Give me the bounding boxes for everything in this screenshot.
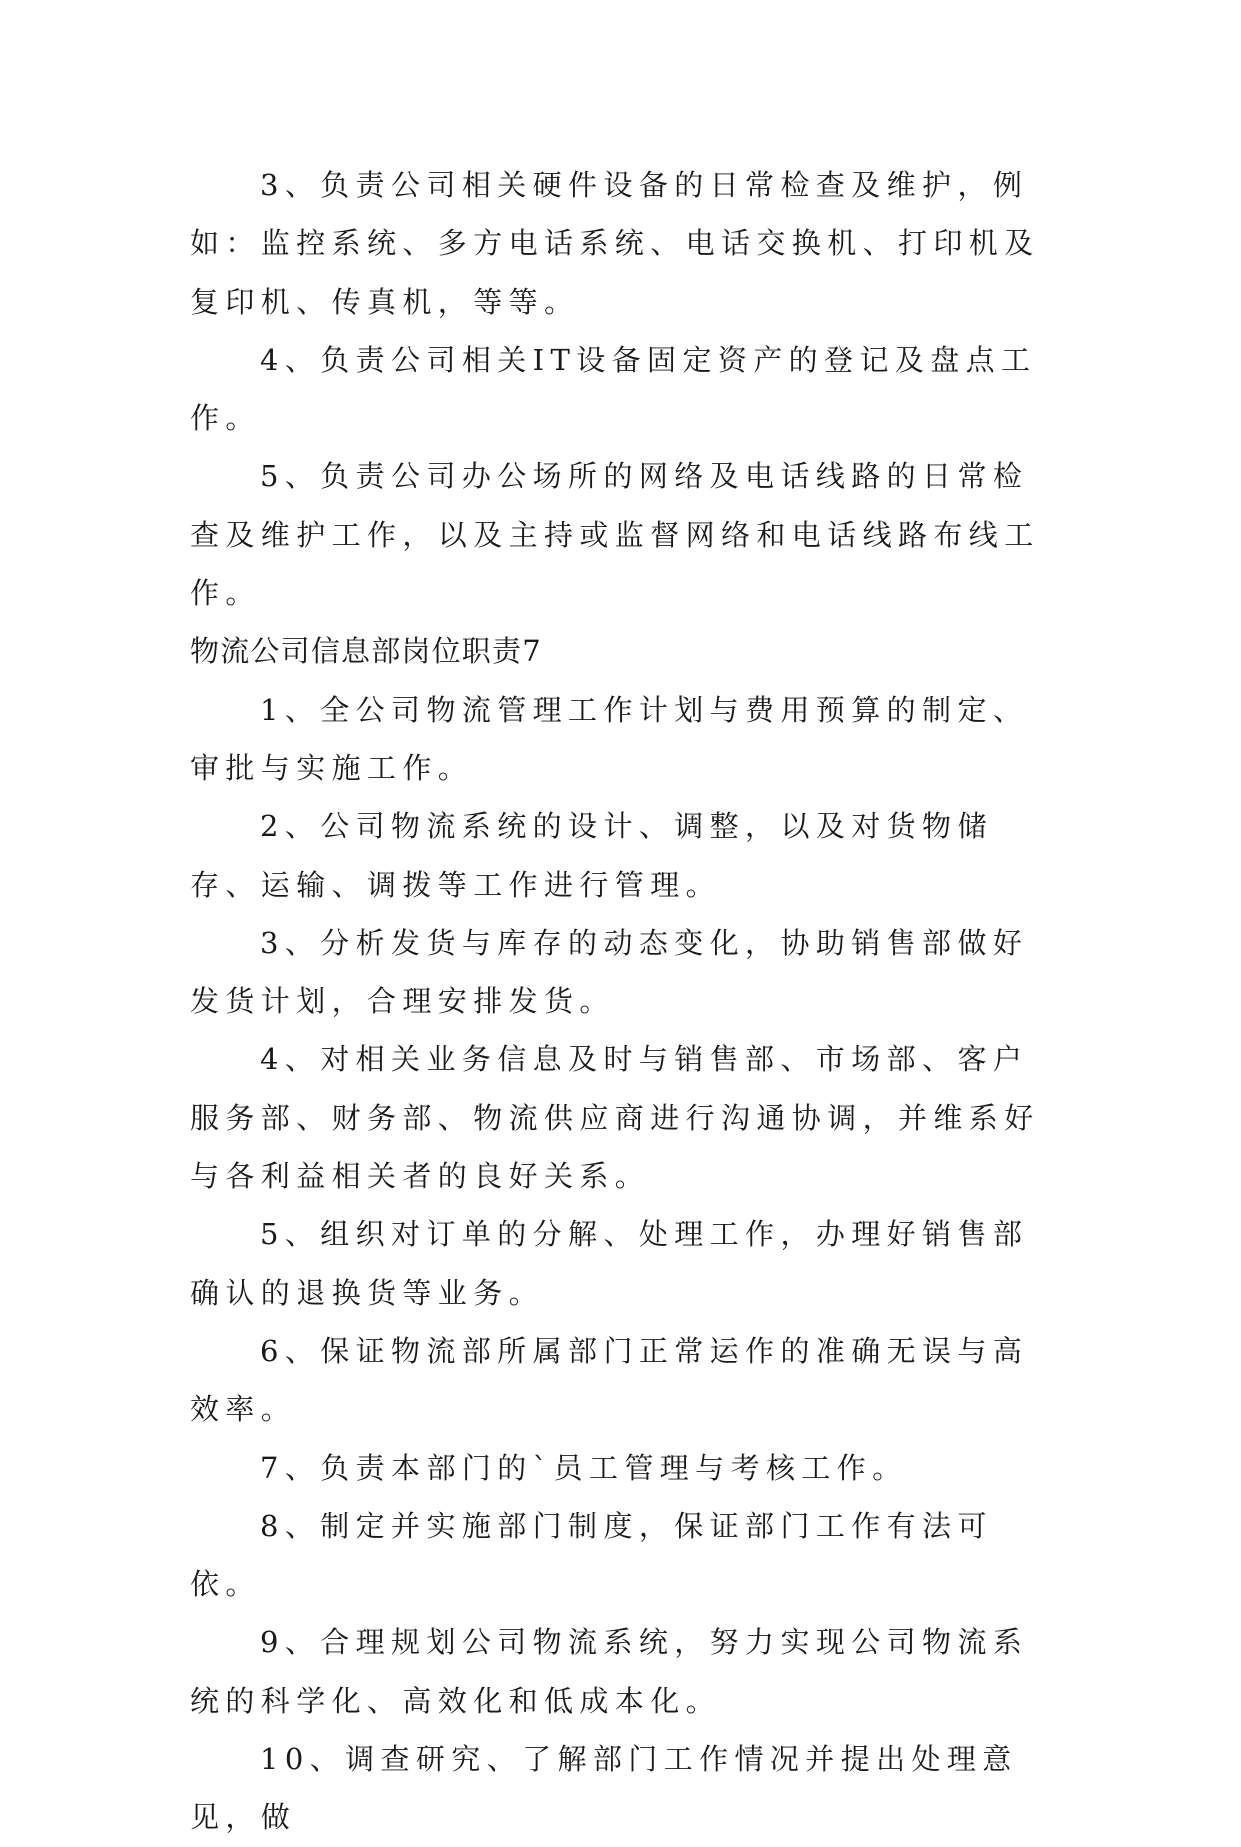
paragraph-item-4-it-assets: 4、负责公司相关IT设备固定资产的登记及盘点工作。	[190, 342, 1037, 436]
section-heading: 物流公司信息部岗位职责7	[190, 634, 542, 669]
paragraph-item-2-system-design: 2、公司物流系统的设计、调整，以及对货物储存、运输、调拨等工作进行管理。	[190, 809, 993, 902]
paragraph-item-5-orders: 5、组织对订单的分解、处理工作，办理好销售部确认的退换货等业务。	[190, 1217, 1029, 1310]
paragraph-item-10-research: 10、调查研究、了解部门工作情况并提出处理意见，做	[190, 1742, 1018, 1835]
paragraph-item-4-coordination: 4、对相关业务信息及时与销售部、市场部、客户服务部、财务部、物流供应商进行沟通协调，并维系好与各利益相关者的良好关系。	[190, 1042, 1040, 1194]
paragraph-item-5-network: 5、负责公司办公场所的网络及电话线路的日常检查及维护工作，以及主持或监督网络和电话线路布线工作。	[190, 459, 1040, 611]
document-body	[190, 156, 1060, 1847]
paragraph-item-7-staff: 7、负责本部门的`员工管理与考核工作。	[260, 1450, 908, 1485]
paragraph-item-6-operations: 6、保证物流部所属部门正常运作的准确无误与高效率。	[190, 1333, 1029, 1427]
paragraph-item-3-hardware: 3、负责公司相关硬件设备的日常检查及维护，例如：监控系统、多方电话系统、电话交换机、打印机及复印机、传真机，等等。	[190, 168, 1040, 319]
paragraph-item-3-shipping: 3、分析发货与库存的动态变化，协助销售部做好发货计划，合理安排发货。	[190, 925, 1029, 1019]
paragraph-item-9-logistics-plan: 9、合理规划公司物流系统，努力实现公司物流系统的科学化、高效化和低成本化。	[190, 1625, 1029, 1718]
paragraph-item-1-planning: 1、全公司物流管理工作计划与费用预算的制定、审批与实施工作。	[190, 692, 1029, 785]
paragraph-item-8-policy: 8、制定并实施部门制度，保证部门工作有法可依。	[190, 1508, 993, 1602]
